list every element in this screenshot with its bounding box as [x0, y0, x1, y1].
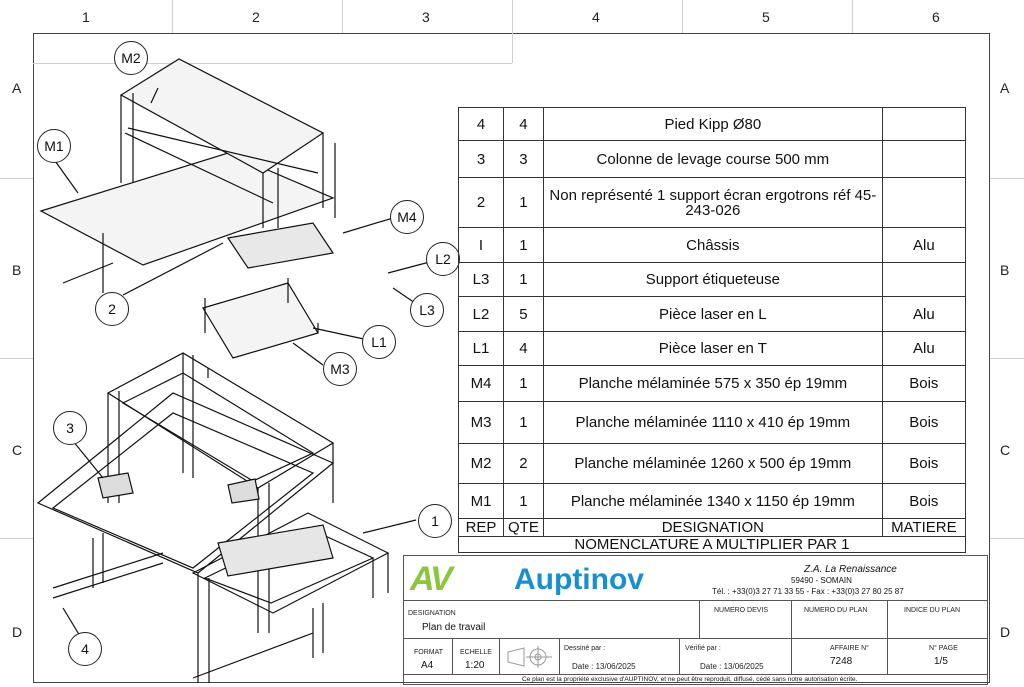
grid-col-label: 3 — [422, 9, 430, 25]
ownership-notice: Ce plan est la propriété exclusive d'AUPTINOV, et ne peut être reproduit, diffusé, cédé sans notre autorisation écrite. — [522, 676, 858, 683]
format-value: A4 — [421, 660, 434, 671]
designation-label: DESIGNATION — [408, 610, 456, 617]
bom-header-rep: REP — [459, 519, 504, 537]
format-label: FORMAT — [414, 649, 444, 656]
grid-row-label: C — [1000, 442, 1011, 458]
grid-row-label: B — [12, 262, 22, 278]
grid-divider — [990, 178, 1024, 179]
bom-cell-designation: Planche mélaminée 575 x 350 ép 19mm — [543, 366, 882, 402]
projection-symbol-icon — [506, 644, 554, 670]
bom-row — [459, 444, 966, 484]
bom-cell-rep: 2 — [459, 178, 504, 228]
bom-cell-matiere: Bois — [882, 402, 965, 444]
grid-divider — [512, 0, 513, 33]
bom-cell-rep: 4 — [459, 108, 504, 141]
bom-cell-designation: Support étiqueteuse — [543, 263, 882, 297]
bom-row — [459, 484, 966, 519]
bom-cell-rep: 3 — [459, 141, 504, 178]
bom-cell-qte: 1 — [504, 402, 544, 444]
indice-plan-label: INDICE DU PLAN — [904, 607, 961, 614]
bom-cell-matiere — [882, 263, 965, 297]
callout-m3: M3 — [323, 352, 357, 386]
bom-row — [459, 178, 966, 228]
bom-cell-qte: 1 — [504, 228, 544, 263]
bom-cell-matiere: Alu — [882, 228, 965, 263]
page-value: 1/5 — [934, 656, 948, 667]
bom-cell-rep: M2 — [459, 444, 504, 484]
company-name: Z.A. La Renaissance — [804, 564, 897, 575]
grid-divider — [172, 0, 173, 33]
grid-col-label: 4 — [592, 9, 600, 25]
bom-row — [459, 366, 966, 402]
bom-cell-matiere: Bois — [882, 366, 965, 402]
grid-col-label: 5 — [762, 9, 770, 25]
callout-3: 3 — [53, 411, 87, 445]
bom-cell-matiere: Alu — [882, 332, 965, 366]
numero-devis-label: NUMERO DEVIS — [714, 607, 769, 614]
grid-divider — [990, 538, 1024, 539]
bom-table — [458, 107, 966, 553]
bom-cell-designation: Pied Kipp Ø80 — [543, 108, 882, 141]
bom-cell-matiere — [882, 178, 965, 228]
bom-header-qte: QTE — [504, 519, 544, 537]
bom-cell-matiere: Bois — [882, 484, 965, 519]
grid-divider — [852, 0, 853, 33]
bom-cell-matiere — [882, 141, 965, 178]
callout-l3: L3 — [410, 293, 444, 327]
dessine-label: Dessiné par : — [564, 645, 606, 652]
grid-divider — [0, 178, 33, 179]
bom-row — [459, 108, 966, 141]
callout-l1: L1 — [362, 325, 396, 359]
callout-m1: M1 — [37, 129, 71, 163]
grid-divider — [990, 358, 1024, 359]
bom-cell-matiere — [882, 108, 965, 141]
bom-cell-qte: 4 — [504, 108, 544, 141]
callout-2: 2 — [95, 292, 129, 326]
bom-cell-matiere: Bois — [882, 444, 965, 484]
grid-row-label: B — [1000, 262, 1010, 278]
grid-divider — [0, 538, 33, 539]
bom-cell-rep: L2 — [459, 297, 504, 332]
bom-cell-rep: M1 — [459, 484, 504, 519]
bom-cell-rep: M4 — [459, 366, 504, 402]
callout-m2: M2 — [114, 41, 148, 75]
echelle-label: ECHELLE — [460, 649, 492, 656]
affaire-label: AFFAIRE N° — [830, 645, 869, 652]
company-phone: Tél. : +33(0)3 27 71 33 55 - Fax : +33(0)3 27 80 25 87 — [712, 587, 904, 596]
title-block — [403, 555, 988, 685]
bom-row — [459, 402, 966, 444]
affaire-value: 7248 — [830, 656, 853, 667]
verifie-label: Vérifié par : — [685, 645, 721, 652]
bom-cell-qte: 2 — [504, 444, 544, 484]
bom-cell-qte: 3 — [504, 141, 544, 178]
bom-cell-rep: L3 — [459, 263, 504, 297]
grid-col-label: 2 — [252, 9, 260, 25]
bom-footer-row — [459, 537, 966, 553]
callout-1: 1 — [418, 504, 452, 538]
grid-row-label: A — [12, 80, 22, 96]
bom-cell-rep: M3 — [459, 402, 504, 444]
bom-cell-designation: Planche mélaminée 1260 x 500 ép 19mm — [543, 444, 882, 484]
bom-cell-designation: Non représenté 1 support écran ergotrons réf 45-243-026 — [543, 178, 882, 228]
grid-row-label: D — [12, 624, 23, 640]
grid-col-label: 6 — [932, 9, 940, 25]
grid-divider — [342, 0, 343, 33]
bom-cell-designation: Planche mélaminée 1340 x 1150 ép 19mm — [543, 484, 882, 519]
grid-divider — [682, 0, 683, 33]
bom-cell-qte: 1 — [504, 484, 544, 519]
echelle-value: 1:20 — [465, 660, 485, 671]
bom-cell-matiere: Alu — [882, 297, 965, 332]
bom-cell-qte: 1 — [504, 263, 544, 297]
bom-cell-designation: Châssis — [543, 228, 882, 263]
page-label: N° PAGE — [929, 645, 958, 652]
bom-header-row — [459, 519, 966, 537]
bom-cell-rep: L1 — [459, 332, 504, 366]
grid-col-label: 1 — [82, 9, 90, 25]
bom-header-matiere: MATIERE — [882, 519, 965, 537]
bom-row — [459, 263, 966, 297]
bom-cell-designation: Pièce laser en T — [543, 332, 882, 366]
bom-cell-qte: 1 — [504, 366, 544, 402]
logo-auptinov: Auptinov — [514, 563, 644, 596]
bom-header-designation: DESIGNATION — [543, 519, 882, 537]
bom-cell-qte: 5 — [504, 297, 544, 332]
bom-cell-designation: Pièce laser en L — [543, 297, 882, 332]
grid-row-label: D — [1000, 624, 1011, 640]
bom-row — [459, 297, 966, 332]
bom-row — [459, 332, 966, 366]
company-city: 59490 - SOMAIN — [791, 576, 852, 585]
numero-plan-label: NUMERO DU PLAN — [804, 607, 868, 614]
bom-row — [459, 228, 966, 263]
bom-cell-rep: I — [459, 228, 504, 263]
designation-value: Plan de travail — [422, 622, 486, 633]
bom-cell-designation: Planche mélaminée 1110 x 410 ép 19mm — [543, 402, 882, 444]
bom-row — [459, 141, 966, 178]
logo-av: AV — [410, 560, 451, 598]
grid-row-label: A — [1000, 80, 1010, 96]
dessine-date: Date : 13/06/2025 — [572, 662, 636, 671]
callout-4: 4 — [68, 632, 102, 666]
callout-l2: L2 — [426, 242, 460, 276]
bom-cell-designation: Colonne de levage course 500 mm — [543, 141, 882, 178]
callout-m4: M4 — [390, 200, 424, 234]
bom-cell-qte: 1 — [504, 178, 544, 228]
bom-cell-qte: 4 — [504, 332, 544, 366]
verifie-date: Date : 13/06/2025 — [700, 662, 764, 671]
bom-footer: NOMENCLATURE A MULTIPLIER PAR 1 — [459, 537, 966, 553]
grid-row-label: C — [12, 442, 23, 458]
grid-divider — [0, 358, 33, 359]
